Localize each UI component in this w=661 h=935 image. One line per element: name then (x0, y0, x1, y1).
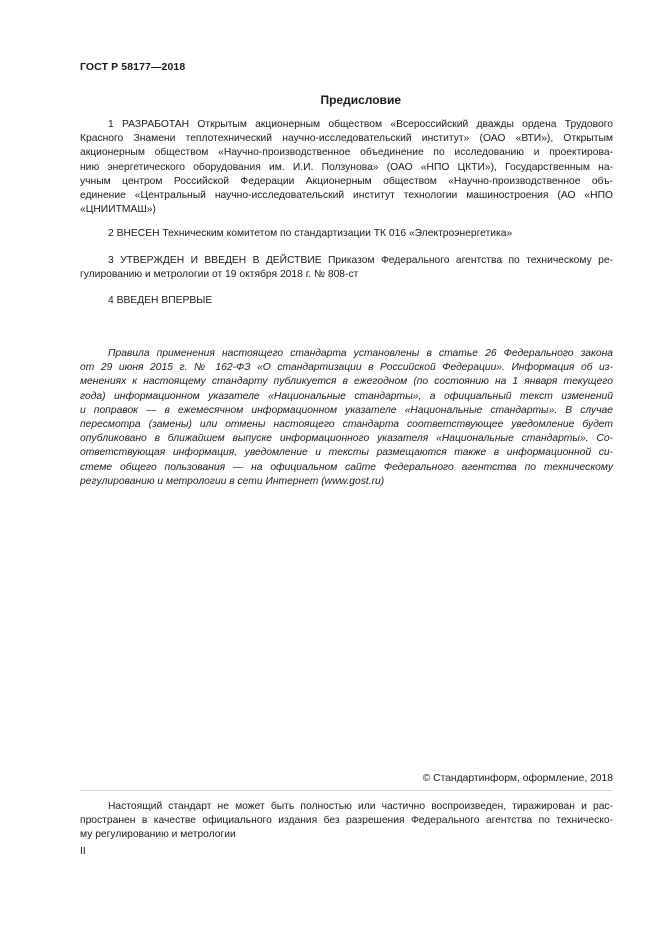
text-line: и поправок — в ежемесячном информационном указателе «Национальные стандарты». В случае (80, 404, 613, 416)
text-line: 4 ВВЕДЕН ВПЕРВЫЕ (108, 295, 213, 306)
text-line: единение «Центральный научно-исследовательский институт технологии машиностроения (АО «НПО (80, 190, 613, 202)
text-line: пространен в качестве официального издания без разрешения Федерального агентства по техническо- (80, 815, 613, 827)
text-line: 2 ВНЕСЕН Техническим комитетом по стандартизации ТК 016 «Электроэнергетика» (108, 228, 513, 239)
preface-item-3 (80, 254, 613, 282)
preface-item-1 (80, 118, 613, 217)
text-line: нию энергетического оборудования им. И.И. Ползунова» (ОАО «НПО ЦКТИ»), Государственным на- (80, 161, 613, 173)
text-line: 1 РАЗРАБОТАН Открытым акционерным обществом «Всероссийский дважды ордена Трудового (108, 119, 613, 130)
application-notice (80, 347, 613, 489)
text-line: гулированию и метрологии от 19 октября 2018 г. № 808-ст (80, 269, 359, 281)
page-number: II (80, 846, 86, 857)
text-line: года) информационном указателе «Национальные стандарты», а официальный текст изменений (80, 390, 613, 402)
preface-item-4 (80, 294, 613, 308)
preface-title-text: Предисловие (320, 93, 401, 107)
text-line: учным центром Российской Федерации Акционерным обществом «Научно-производственное объ- (80, 175, 613, 187)
text-line: менениях к настоящему стандарту публикуется в ежегодном (по состоянию на 1 января текущего (80, 376, 613, 388)
standard-code: ГОСТ Р 58177—2018 (80, 61, 186, 73)
text-line: акционерным обществом «Научно-производственное объединение по исследованию и проектирова- (80, 147, 613, 159)
text-line: му регулированию и метрологии (80, 829, 236, 841)
text-line: Настоящий стандарт не может быть полностью или частично воспроизведен, тиражирован и рас- (108, 801, 613, 812)
text-line: пересмотра (замены) или отмены настоящего стандарта соответствующее уведомление будет (80, 419, 613, 431)
copyright-line: © Стандартинформ, оформление, 2018 (422, 773, 613, 784)
text-line: ответствующая информация, уведомление и тексты размещаются также в информационной си- (80, 447, 613, 459)
footer-divider (80, 790, 613, 791)
text-line: «ЦНИИТМАШ») (80, 204, 156, 216)
text-line: стеме общего пользования — на официальном сайте Федерального агентства по техническому (80, 461, 613, 473)
text-line: от 29 июня 2015 г. № 162-ФЗ «О стандартизации в Российской Федерации». Информация об из- (80, 362, 613, 374)
text-line: Правила применения настоящего стандарта установлены в статье 26 Федерального закона (108, 348, 613, 359)
reproduction-notice (80, 800, 613, 843)
text-line: опубликовано в ближайшем выпуске информационного указателя «Национальные стандарты». Со- (80, 433, 613, 445)
text-line: регулированию и метрологии в сети Интернет (www.gost.ru) (80, 475, 385, 487)
text-line: Красного Знамени теплотехнический научно-исследовательский институт» (ОАО «ВТИ»), Открытым (80, 133, 613, 145)
text-line: 3 УТВЕРЖДЕН И ВВЕДЕН В ДЕЙСТВИЕ Приказом Федерального агентства по техническому ре- (108, 255, 613, 266)
preface-item-2 (80, 227, 613, 241)
preface-title (80, 93, 613, 107)
